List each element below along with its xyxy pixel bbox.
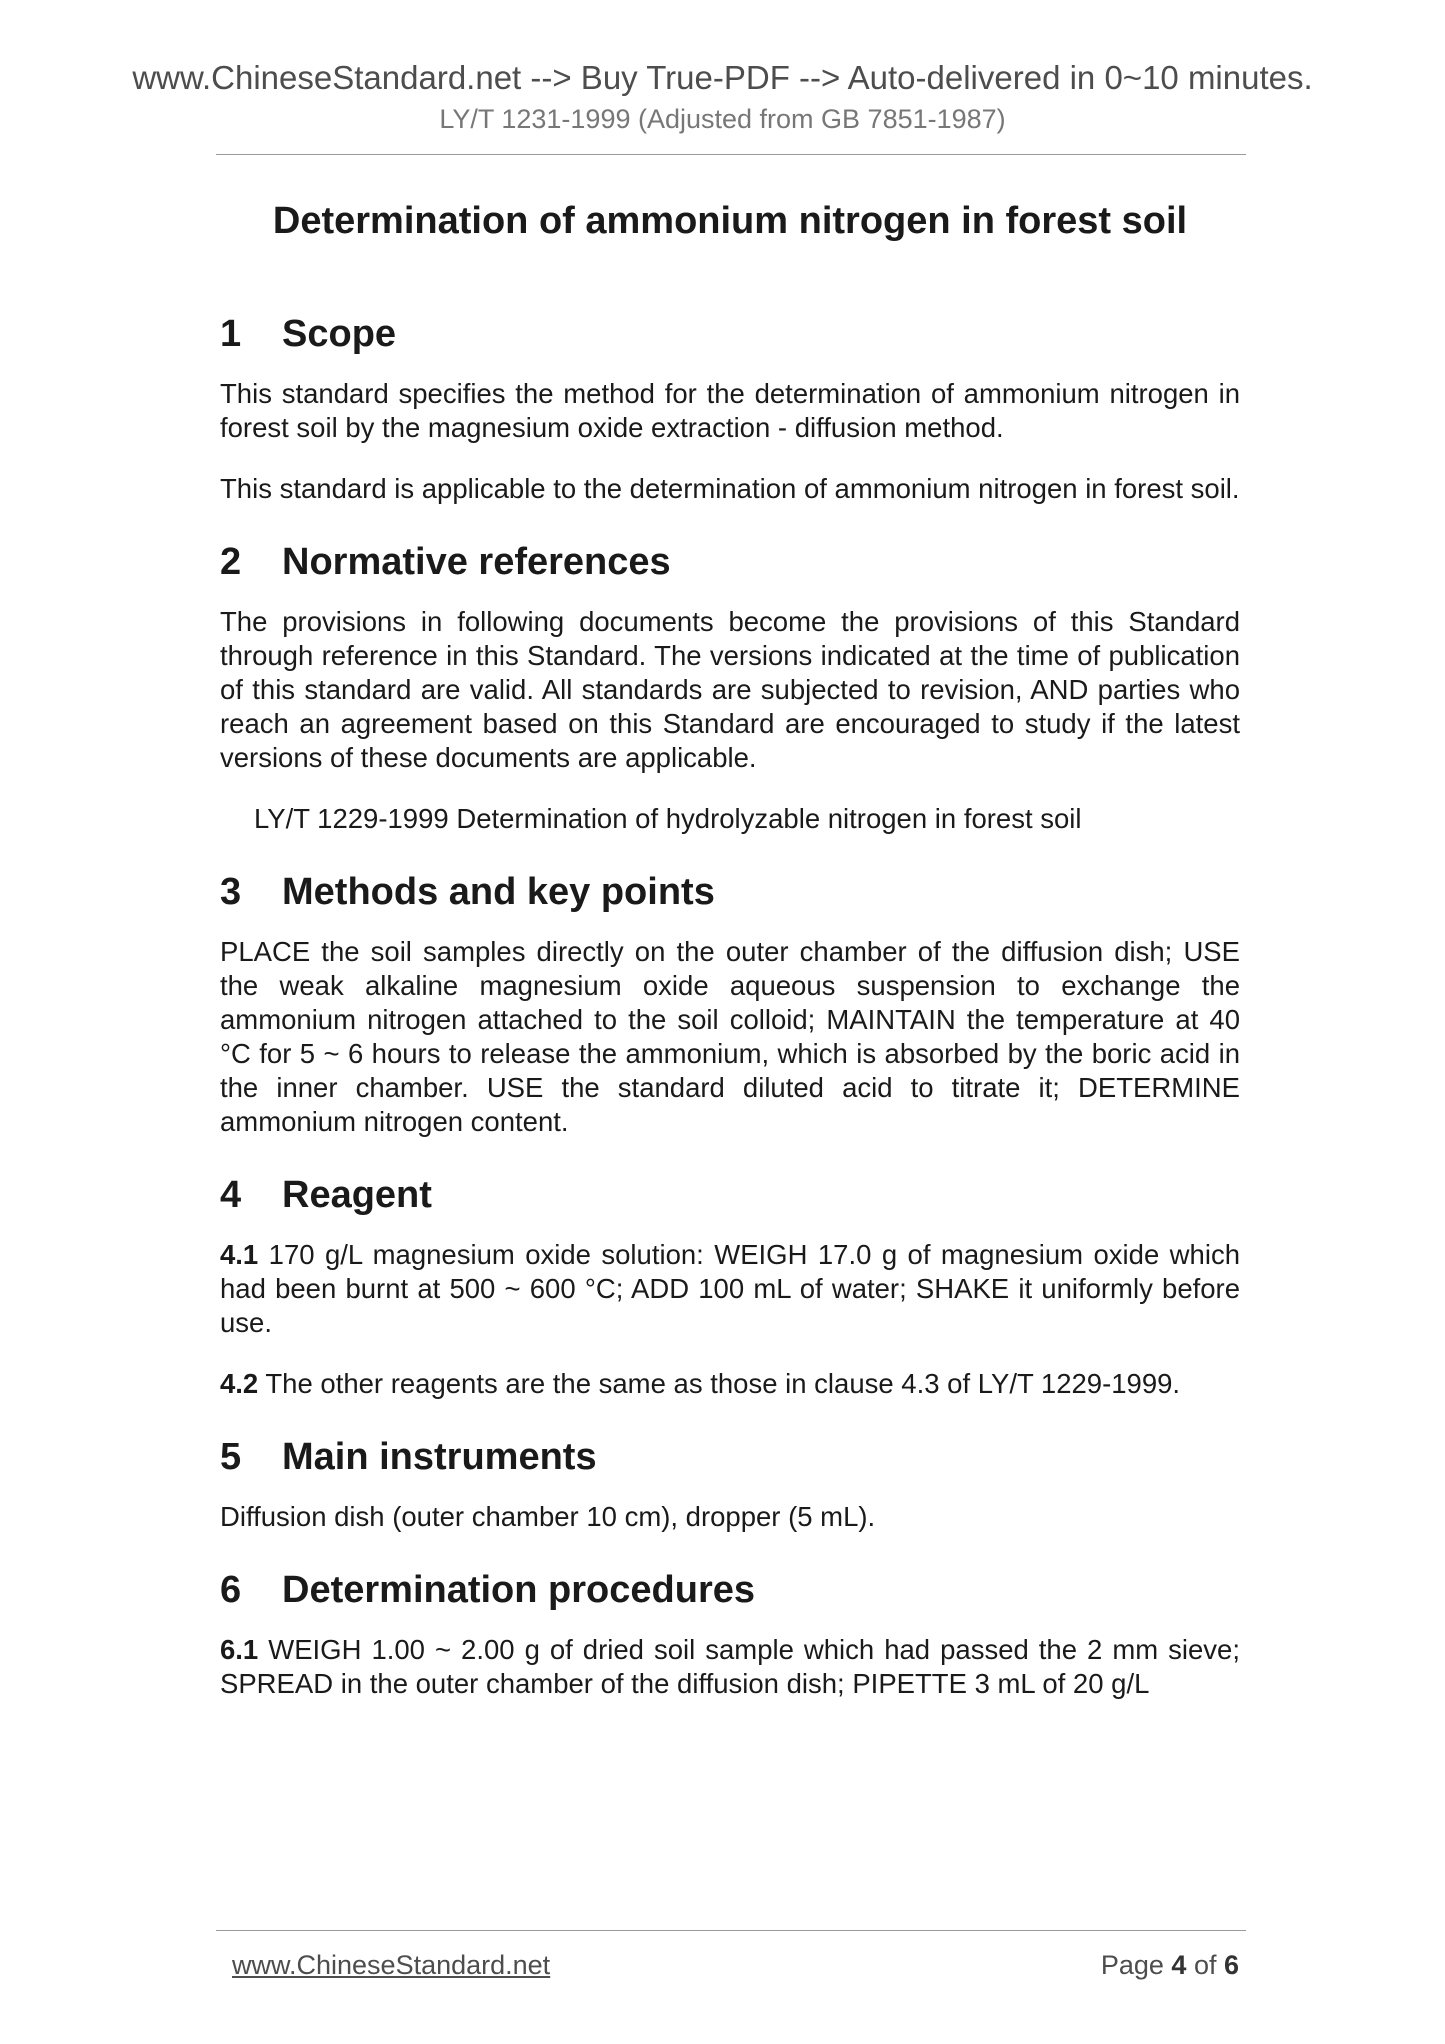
section-number: 6 xyxy=(220,1569,242,1611)
clause-number: 4.1 xyxy=(220,1239,259,1270)
section-heading-reagent xyxy=(220,1171,1240,1219)
page-current: 4 xyxy=(1171,1950,1187,1980)
section-heading-methods xyxy=(220,868,1240,916)
clause-6-1 xyxy=(220,1633,1240,1701)
section-heading-normative-references xyxy=(220,538,1240,586)
document-title: Determination of ammonium nitrogen in forest soil xyxy=(272,200,1188,242)
section-number: 1 xyxy=(220,313,242,355)
section-number: 3 xyxy=(220,871,242,913)
clause-number: 4.2 xyxy=(220,1368,259,1399)
section-title: Determination procedures xyxy=(282,1569,755,1611)
clause-4-1 xyxy=(220,1238,1240,1340)
footer-divider xyxy=(216,1930,1246,1931)
section-number: 2 xyxy=(220,541,242,583)
clause-text: WEIGH 1.00 ~ 2.00 g of dried soil sample which had passed the 2 mm sieve; SPREAD in the outer chamber of the diffusion dish; PIPETTE 3 mL of 20 g/L xyxy=(220,1634,1240,1699)
clause-text: The other reagents are the same as those in clause 4.3 of LY/T 1229-1999. xyxy=(258,1368,1181,1399)
section-title: Main instruments xyxy=(282,1436,597,1478)
section-number: 4 xyxy=(220,1174,242,1216)
normative-references-paragraph: The provisions in following documents become the provisions of this Standard through reference in this Standard. The versions indicated at the time of publication of this standard are valid. All standards are subjected to revision, AND parties who reach an agreement based on this Standard are encouraged to study if the latest versions of these documents are applicable. xyxy=(220,606,1240,773)
clause-4-2 xyxy=(220,1367,1240,1401)
section-number: 5 xyxy=(220,1436,242,1478)
page-of: of xyxy=(1186,1950,1224,1980)
header-standard-code: LY/T 1231-1999 (Adjusted from GB 7851-1987) xyxy=(439,104,1006,134)
header-divider xyxy=(216,154,1246,155)
document-body xyxy=(220,196,1240,1701)
section-title: Normative references xyxy=(282,541,671,583)
page-number xyxy=(1101,1950,1239,1981)
clause-text: 170 g/L magnesium oxide solution: WEIGH 17.0 g of magnesium oxide which had been burnt at 500 ~ 600 °C; ADD 100 mL of water; SHAKE it uniformly before use. xyxy=(220,1239,1240,1338)
page-total: 6 xyxy=(1223,1950,1239,1980)
page-prefix: Page xyxy=(1100,1950,1172,1980)
main-instruments-paragraph: Diffusion dish (outer chamber 10 cm), dropper (5 mL). xyxy=(220,1501,876,1532)
footer-website-link[interactable]: www.ChineseStandard.net xyxy=(232,1950,551,1980)
page-header xyxy=(0,58,1445,136)
section-title: Scope xyxy=(282,313,397,355)
clause-number: 6.1 xyxy=(220,1634,259,1665)
section-title: Reagent xyxy=(282,1174,432,1216)
section-heading-scope xyxy=(220,310,1240,358)
section-heading-determination-procedures xyxy=(220,1566,1240,1614)
scope-paragraph-2: This standard is applicable to the determination of ammonium nitrogen in forest soil. xyxy=(220,473,1240,504)
methods-paragraph: PLACE the soil samples directly on the outer chamber of the diffusion dish; USE the weak alkaline magnesium oxide aqueous suspension to exchange the ammonium nitrogen attached to the soil colloid; MAINTAIN the temperature at 40 °C for 5 ~ 6 hours to release the ammonium, which is absorbed by the boric acid in the inner chamber. USE the standard diluted acid to titrate it; DETERMINE ammonium nitrogen content. xyxy=(220,936,1240,1137)
header-banner: www.ChineseStandard.net --> Buy True-PDF --> Auto-delivered in 0~10 minutes. xyxy=(132,59,1313,96)
section-title: Methods and key points xyxy=(282,871,715,913)
reference-item: LY/T 1229-1999 Determination of hydrolyzable nitrogen in forest soil xyxy=(254,803,1082,834)
scope-paragraph-1: This standard specifies the method for the determination of ammonium nitrogen in forest soil by the magnesium oxide extraction - diffusion method. xyxy=(220,378,1240,443)
section-heading-main-instruments xyxy=(220,1433,1240,1481)
